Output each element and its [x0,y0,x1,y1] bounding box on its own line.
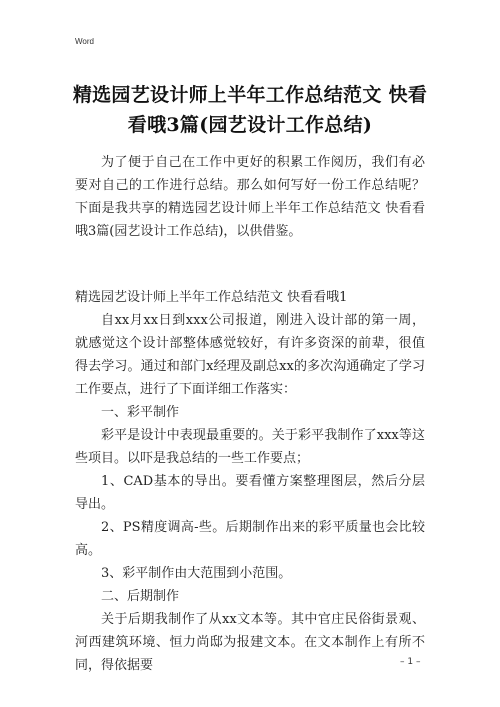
title-line-1: 精选园艺设计师上半年工作总结范文 快看 [72,84,428,106]
intro-paragraph: 为了便于自己在工作中更好的积累工作阅历，我们有必要对自己的工作进行总结。那么如何写好一份工作总结呢？下面是我共享的精选园艺设计师上半年工作总结范文 快看看哦3篇(园艺设计工作总结)，以供借鉴。 [75,155,425,239]
body-paragraph-intro: 自xx月xx日到xxx公司报道，刚进入设计部的第一周，就感觉这个设计部整体感觉较好，有许多资深的前辈，很值得去学习。通过和部门x经理及副总xx的多次沟通确定了学习工作要点，进行了下面详细工作落实： [75,313,425,397]
subheading-color-plan: 一、彩平制作 [101,405,180,420]
main-content [75,286,425,677]
body-paragraph-color-plan: 彩平是设计中表现最重要的。关于彩平我制作了xxx等这些项目。以吓是我总结的一些工作要点； [75,428,425,466]
list-item-1: 1、CAD基本的导出。要看懂方案整理图层，然后分层导出。 [75,474,425,512]
document-header-label: Word [75,37,94,46]
page-number: – 1 – [400,657,421,667]
list-item-3: 3、彩平制作由大范围到小范围。 [101,566,292,581]
body-paragraph-post-production: 关于后期我制作了从xx文本等。其中官庄民俗街景观、河西建筑环境、恒力尚邸为报建文本。在文本制作上有所不同，得依据要 [75,612,425,673]
title-line-2: 看哦3篇(园艺设计工作总结) [127,114,373,136]
document-title [60,80,440,140]
section-heading: 精选园艺设计师上半年工作总结范文 快看看哦1 [75,290,348,305]
list-item-2: 2、PS精度调高-些。后期制作出来的彩平质量也会比较高。 [75,520,425,558]
subheading-post-production: 二、后期制作 [101,589,180,604]
intro-block [75,151,425,243]
